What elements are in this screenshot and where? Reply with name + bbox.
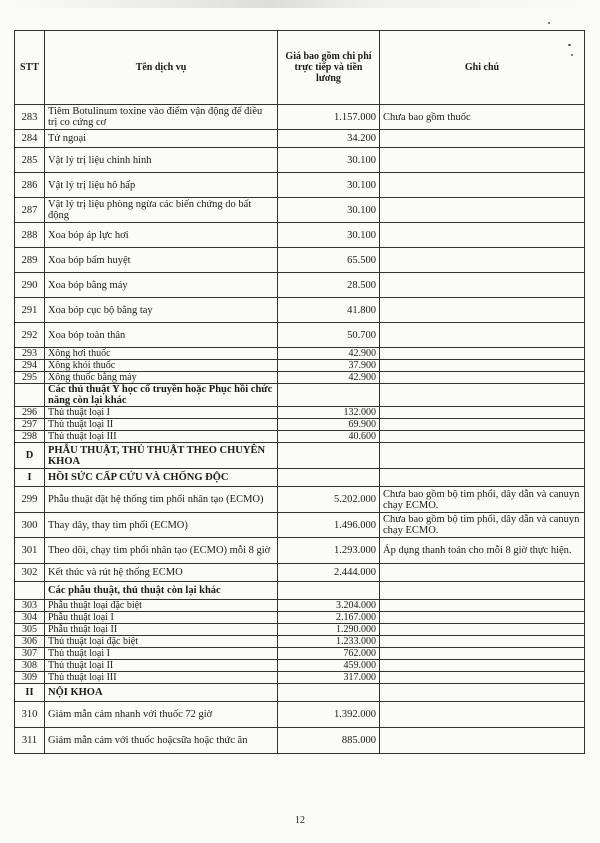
row-stt: 286 [15,173,45,198]
row-note [380,600,585,612]
row-note [380,360,585,372]
table-row [15,513,585,538]
table-row [15,130,585,148]
row-note [380,223,585,248]
row-service: NỘI KHOA [45,684,278,702]
table-row [15,105,585,130]
row-price [278,582,380,600]
row-stt: 300 [15,513,45,538]
scan-artifact-strip [0,0,600,8]
row-stt: 291 [15,298,45,323]
table-row [15,384,585,407]
table-row [15,538,585,564]
row-price [278,443,380,469]
row-note [380,419,585,431]
row-note [380,248,585,273]
row-price: 1.233.000 [278,636,380,648]
row-service: Xoa bóp bằng máy [45,273,278,298]
row-stt: 311 [15,728,45,754]
row-note [380,728,585,754]
row-note [380,564,585,582]
row-price: 28.500 [278,273,380,298]
row-price: 1.392.000 [278,702,380,728]
row-stt: 293 [15,348,45,360]
row-service: Thay dây, thay tim phổi (ECMO) [45,513,278,538]
row-stt: 288 [15,223,45,248]
row-stt: 297 [15,419,45,431]
table-row [15,702,585,728]
row-stt: II [15,684,45,702]
row-service: Thủ thuật loại đặc biệt [45,636,278,648]
row-price: 30.100 [278,148,380,173]
row-stt: 306 [15,636,45,648]
row-service: Phẫu thuật loại I [45,612,278,624]
row-price: 37.900 [278,360,380,372]
page-number: 12 [295,815,305,826]
scan-speck [548,22,550,24]
table-row [15,487,585,513]
table-row [15,148,585,173]
row-service: Tử ngoại [45,130,278,148]
row-note [380,431,585,443]
row-note [380,130,585,148]
row-service: Giảm mẫn cảm nhanh với thuốc 72 giờ [45,702,278,728]
header-stt: STT [15,31,45,105]
row-service: HỒI SỨC CẤP CỨU VÀ CHỐNG ĐỘC [45,469,278,487]
header-service: Tên dịch vụ [45,31,278,105]
row-stt: 308 [15,660,45,672]
row-price: 42.900 [278,348,380,360]
row-note [380,323,585,348]
row-price: 1.496.000 [278,513,380,538]
row-stt: 287 [15,198,45,223]
row-service: Thủ thuật loại III [45,431,278,443]
row-stt: 290 [15,273,45,298]
row-price: 42.900 [278,372,380,384]
row-note [380,702,585,728]
row-service: Xông hơi thuốc [45,348,278,360]
row-stt: 299 [15,487,45,513]
row-price: 3.204.000 [278,600,380,612]
row-service: Vật lý trị liệu phòng ngừa các biến chứng do bất động [45,198,278,223]
row-service: Giảm mẫn cảm với thuốc hoặcsữa hoặc thức ăn [45,728,278,754]
row-service: Phẫu thuật đặt hệ thống tim phổi nhân tạo (ECMO) [45,487,278,513]
row-service: Thủ thuật loại II [45,660,278,672]
row-service: Các thủ thuật Y học cổ truyền hoặc Phục hồi chức năng còn lại khác [45,384,278,407]
row-price: 1.157.000 [278,105,380,130]
table-row [15,248,585,273]
row-service: Thủ thuật loại III [45,672,278,684]
table-row [15,684,585,702]
row-stt: 285 [15,148,45,173]
row-stt: 305 [15,624,45,636]
row-note [380,148,585,173]
row-service: Thủ thuật loại II [45,419,278,431]
row-service: Kết thúc và rút hệ thống ECMO [45,564,278,582]
table-row [15,431,585,443]
row-price: 69.900 [278,419,380,431]
row-price: 5.202.000 [278,487,380,513]
row-price: 2.167.000 [278,612,380,624]
row-service: Phẫu thuật loại II [45,624,278,636]
table-row [15,672,585,684]
table-row [15,360,585,372]
row-service: Xoa bóp bấm huyệt [45,248,278,273]
row-note [380,612,585,624]
row-price: 1.290.000 [278,624,380,636]
row-price: 41.800 [278,298,380,323]
row-price [278,684,380,702]
row-price: 30.100 [278,223,380,248]
table-row [15,419,585,431]
row-stt: D [15,443,45,469]
row-note [380,582,585,600]
row-note [380,660,585,672]
row-note [380,372,585,384]
row-service: Xông khói thuốc [45,360,278,372]
row-stt: 296 [15,407,45,419]
row-service: Tiêm Botulinum toxine vào điểm vận động để điều trị co cứng cơ [45,105,278,130]
row-note: Chưa bao gồm bộ tim phổi, dây dẫn và canuyn chạy ECMO. [380,513,585,538]
table-row [15,624,585,636]
row-service: Theo dõi, chạy tim phổi nhân tạo (ECMO) mỗi 8 giờ [45,538,278,564]
row-stt: I [15,469,45,487]
row-stt: 298 [15,431,45,443]
row-service: Phẫu thuật loại đặc biệt [45,600,278,612]
table-row [15,372,585,384]
row-price: 762.000 [278,648,380,660]
row-stt: 304 [15,612,45,624]
price-table [14,30,585,754]
row-stt: 284 [15,130,45,148]
row-note [380,648,585,660]
table-row [15,660,585,672]
row-note [380,273,585,298]
table-row [15,323,585,348]
table-row [15,612,585,624]
row-price: 40.600 [278,431,380,443]
row-price: 34.200 [278,130,380,148]
row-price: 30.100 [278,173,380,198]
row-stt [15,384,45,407]
row-price: 65.500 [278,248,380,273]
row-price: 50.700 [278,323,380,348]
row-note [380,443,585,469]
row-note [380,624,585,636]
row-stt: 310 [15,702,45,728]
row-stt: 309 [15,672,45,684]
row-service: Xoa bóp áp lực hơi [45,223,278,248]
row-stt: 289 [15,248,45,273]
row-price: 2.444.000 [278,564,380,582]
row-stt: 303 [15,600,45,612]
table-row [15,600,585,612]
table-row [15,582,585,600]
table-row [15,469,585,487]
table-row [15,348,585,360]
row-price: 1.293.000 [278,538,380,564]
row-price: 317.000 [278,672,380,684]
row-price [278,469,380,487]
table-row [15,407,585,419]
row-stt: 307 [15,648,45,660]
table-row [15,636,585,648]
row-stt: 283 [15,105,45,130]
table-row [15,273,585,298]
row-price: 459.000 [278,660,380,672]
row-service: Xông thuốc bằng máy [45,372,278,384]
row-note [380,636,585,648]
row-price [278,384,380,407]
row-note [380,384,585,407]
table-row [15,198,585,223]
row-price: 30.100 [278,198,380,223]
row-service: Xoa bóp cục bộ bằng tay [45,298,278,323]
row-service: Vật lý trị liệu chỉnh hình [45,148,278,173]
row-service: Xoa bóp toàn thân [45,323,278,348]
table-row [15,443,585,469]
row-stt: 292 [15,323,45,348]
row-service: Thủ thuật loại I [45,407,278,419]
table-row [15,728,585,754]
table-row [15,223,585,248]
table-body [15,105,585,754]
row-service: PHẪU THUẬT, THỦ THUẬT THEO CHUYÊN KHOA [45,443,278,469]
row-note [380,298,585,323]
row-note [380,348,585,360]
row-service: Các phẫu thuật, thủ thuật còn lại khác [45,582,278,600]
row-note: Chưa bao gồm thuốc [380,105,585,130]
row-note [380,407,585,419]
row-price: 885.000 [278,728,380,754]
row-stt [15,582,45,600]
row-note [380,469,585,487]
row-note: Chưa bao gồm bộ tim phổi, dây dẫn và canuyn chạy ECMO. [380,487,585,513]
row-note [380,173,585,198]
row-service: Vật lý trị liệu hô hấp [45,173,278,198]
table-header-row [15,31,585,105]
table-row [15,564,585,582]
row-stt: 301 [15,538,45,564]
table-row [15,298,585,323]
header-note: Ghi chú [380,31,585,105]
row-stt: 302 [15,564,45,582]
header-price: Giá bao gồm chi phí trực tiếp và tiền lương [278,31,380,105]
table-row [15,173,585,198]
row-note: Áp dụng thanh toán cho mỗi 8 giờ thực hiện. [380,538,585,564]
table-row [15,648,585,660]
row-price: 132.000 [278,407,380,419]
row-note [380,198,585,223]
row-stt: 295 [15,372,45,384]
row-service: Thủ thuật loại I [45,648,278,660]
row-stt: 294 [15,360,45,372]
row-note [380,672,585,684]
row-note [380,684,585,702]
